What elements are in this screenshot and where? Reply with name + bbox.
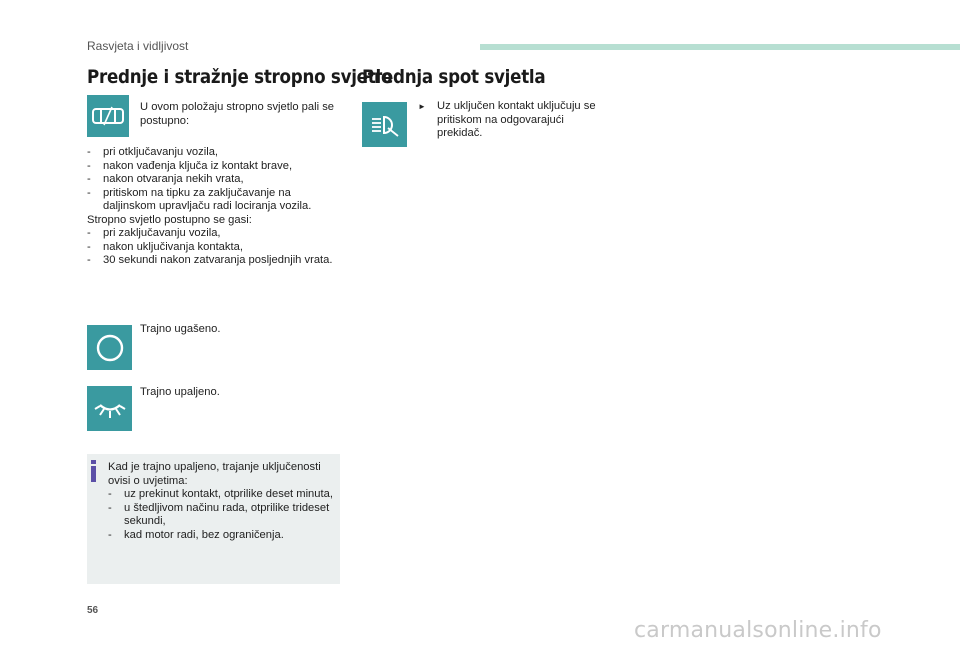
list-item: - pritiskom na tipku za zaključavanje na daljinskom upravljaču radi lociranja vozila. — [87, 186, 312, 212]
light-on-conditions — [87, 146, 339, 268]
info-box — [87, 454, 340, 584]
watermark: carmanualsonline.info — [634, 618, 882, 643]
spotlight-icon — [362, 102, 407, 147]
info-text — [108, 461, 336, 542]
on-mode-icon — [87, 386, 132, 431]
chapter-title: Rasvjeta i vidljivost — [87, 39, 189, 53]
list-item: - nakon uključivanja kontakta, — [87, 240, 243, 253]
page-number: 56 — [87, 605, 99, 616]
list-item: - u štedljivom načinu rada, otprilike trideset sekundi, — [108, 501, 330, 527]
list-item: - kad motor radi, bez ograničenja. — [108, 528, 284, 541]
list-item: - uz prekinut kontakt, otprilike deset minuta, — [108, 488, 333, 500]
list-item: - 30 sekundi nakon zatvaranja posljednjih vrata. — [87, 254, 333, 266]
list-item: - nakon otvaranja nekih vrata, — [87, 173, 244, 185]
on-mode-label: Trajno upaljeno. — [140, 386, 220, 398]
left-section-title: Prednje i stražnje stropno svjetlo — [87, 66, 393, 88]
off-mode-label: Trajno ugašeno. — [140, 323, 221, 335]
info-intro: Kad je trajno upaljeno, trajanje uključenosti ovisi o uvjetima: — [108, 461, 321, 487]
bullet-arrow-icon: ► — [418, 102, 426, 111]
door-mode-icon — [87, 95, 129, 137]
header-accent-bar — [480, 44, 960, 50]
spotlight-bullet — [418, 100, 598, 141]
list-item: - pri otključavanju vozila, — [87, 146, 219, 158]
off-mode-icon — [87, 325, 132, 370]
right-section-title: Prednja spot svjetla — [362, 66, 546, 88]
spotlight-description: Uz uključen kontakt uključuju se pritiskom na odgovarajući prekidač. — [437, 100, 596, 139]
info-icon — [91, 460, 97, 482]
door-mode-description: U ovom položaju stropno svjetlo pali se postupno: — [140, 101, 335, 127]
light-off-intro: Stropno svjetlo postupno se gasi: — [87, 213, 252, 226]
list-item: - nakon vađenja ključa iz kontakt brave, — [87, 159, 293, 172]
list-item: - pri zaključavanju vozila, — [87, 227, 221, 239]
